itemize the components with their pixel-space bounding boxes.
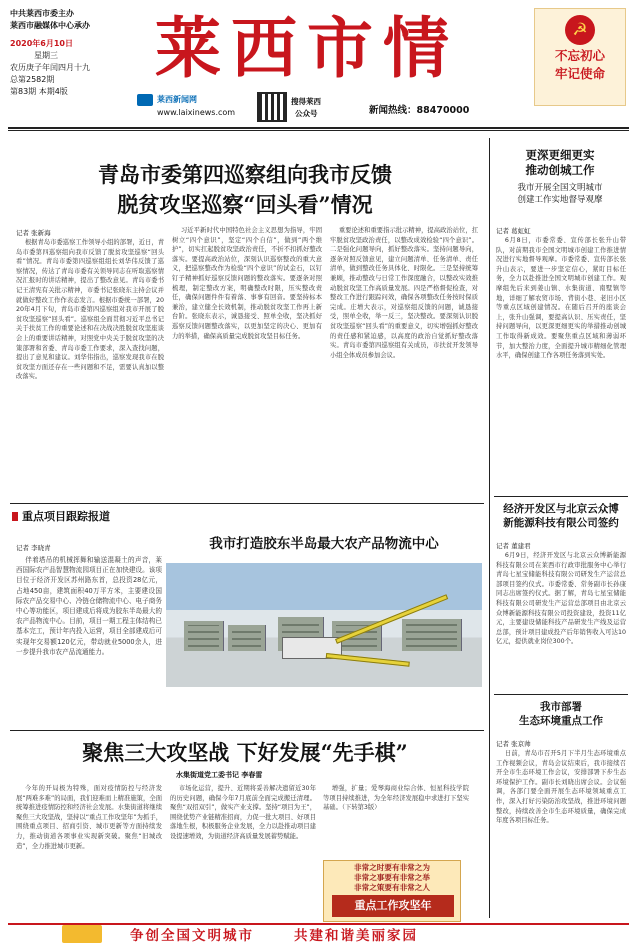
footer-slogan-right: 共建和谐美丽家园 xyxy=(294,928,418,944)
feature-column-3: 增强，扩量；爱琴海商业综合体、恒星科技学院等项目持续推进，为全年经济发展稳中求进打下坚实基础。（下转第3版） xyxy=(323,785,469,812)
lead-reporter: 记者 张新海 xyxy=(16,229,51,237)
footer-banner xyxy=(8,923,629,943)
photo-building xyxy=(184,621,224,651)
lunar-date: 农历庚子年闰四月十九 xyxy=(10,63,90,72)
photo-building xyxy=(402,619,462,651)
promo-line-2: 非常之事要有非常之举 xyxy=(354,873,430,882)
feature-byline: 水集街道党工委书记 李春雷 xyxy=(176,771,263,779)
news-site-icon xyxy=(137,94,153,106)
right-story-1-title-2: 推动创城工作 xyxy=(525,163,595,177)
logistics-body: 伴着塔吊的机械挥舞和输送混凝土的声音，莱西国际农产品智慧物流园项目正在加快建设。该项目位于经济开发区苏州路东首，总投资28亿元，占地450亩，建筑面积40万平方米，主要建设国际农产品交易中心、冷链仓储物流中心、电子商务中心等功能区，项目建成后将成为胶东半岛最大的农产品物流中心。目前，项目一期工程主体结构已基本完工，预计年内投入运营，项目全部建成后可实现年交易额120亿元，带动就业5000余人，进一步提升我市农产品流通能力。 xyxy=(16,556,162,656)
column-divider xyxy=(489,138,490,918)
logistics-reporter: 记者 李晓青 xyxy=(16,544,51,552)
news-site-name: 莱西新闻网 xyxy=(157,95,197,104)
photo-pump-boom xyxy=(326,653,410,667)
right-story-2-reporter: 记者 董建君 xyxy=(496,542,531,550)
promo-line-1: 非常之时要有非常之为 xyxy=(354,863,430,872)
section-tag xyxy=(12,508,110,524)
right-story-1-reporter: 记者 葛虹虹 xyxy=(496,227,531,235)
right-story-3-reporter: 记者 张京帅 xyxy=(496,740,531,748)
masthead-info xyxy=(10,8,134,98)
promo-box xyxy=(323,860,461,922)
lead-headline-line-1: 青岛市委第四巡察组向我市反馈 xyxy=(98,162,392,187)
right-story-3-body: 日前，青岛市召开5月下半月生态环境重点工作视频会议，青岛会议结束后，我市接续召开全市生态环境工作会议，安排部署下步生态环境保护工作。副市长刘晓出席会议。会议强调，各部门要全面开展生态环境领域重点工作，深入打好污染防治攻坚战，推进环境问题整改，持续改善全市生态环境质量，确保完成年度各项目标任务。 xyxy=(496,750,626,825)
feature-headline[interactable]: 聚焦三大攻坚战 下好发展“先手棋” xyxy=(82,740,408,765)
lead-divider xyxy=(10,503,484,504)
right-story-2-title-2: 新能源科技有限公司签约 xyxy=(503,517,619,529)
qr-code-icon xyxy=(257,92,287,122)
right-story-2-body: 6月9日，经济开发区与北京云众博新能源科技有限公司在莱西市行政审批服务中心举行青岛七星宝储能科技有限公司研发生产运营总部项目签约仪式。市委常委、常务副市长孙康同志出席签约仪式。据了解，青岛七星宝储能科技有限公司研发生产运营总部项目由北京云众博新能源科技有限公司投资建设，投资11亿元，主要建设储能科技产品研发生产线及运营总部，预计项目建成投产后年销售收入可达10亿元，提供就业岗位300个。 xyxy=(496,552,626,646)
weekday: 星期三 xyxy=(34,51,58,60)
masthead-divider xyxy=(8,127,629,129)
promo-banner: 重点工作攻坚年 xyxy=(332,895,454,917)
right-story-2-heading[interactable] xyxy=(494,502,628,530)
party-slogan-box xyxy=(534,8,626,106)
masthead-subbar xyxy=(137,92,527,126)
total-issue: 总第2582期 xyxy=(10,75,55,84)
news-hotline: 新闻热线：88470000 xyxy=(369,105,470,116)
website-link[interactable]: www.laixinews.com xyxy=(157,108,236,117)
issue-number: 第83期 本期4版 xyxy=(10,87,68,96)
party-emblem-icon: ☭ xyxy=(565,15,595,45)
right-divider-1 xyxy=(494,496,628,497)
right-story-3-title-2: 生态环境重点工作 xyxy=(519,715,603,727)
right-story-1-title-1: 更深更细更实 xyxy=(525,148,595,162)
lead-headline[interactable] xyxy=(10,160,480,220)
qr-label-2: 公众号 xyxy=(295,109,318,118)
right-story-1-subtitle-2: 创建工作实地督导观摩 xyxy=(517,195,603,205)
photo-building xyxy=(228,625,266,651)
lead-column-1: 根据青岛市委巡察工作领导小组的部署，近日，青岛市委第四巡察组向我市反馈了脱贫攻坚巡察“回头看”情况。青岛市委第四巡察组组长刘华伟反馈了巡察情况，传达了青岛市委有关领导同志在听取巡察情况汇报时的讲话精神，提出了整改意见。青岛市委书记王清宪有关批示精神，市委书记张晓东主持会议并就做好整改工作作表态发言。根据市委统一部署，2020年4月下旬，青岛市委第四巡察组对我市开展了脱贫攻坚巡察“回头看”。巡察组全面贯彻习近平总书记关于扶贫工作的重要论述和在决战决胜脱贫攻坚座谈会上的重要讲话精神，对照党中央关于脱贫攻坚的决策部署和省委、青岛市委工作要求，深入查找问题，提出了意见和建议。刘华伟指出，巡察发现我市在脱贫攻坚方面还存在一些问题和不足，需要认真加以整改落实。 xyxy=(16,239,164,381)
logistics-headline[interactable]: 我市打造胶东半岛最大农产品物流中心 xyxy=(209,536,439,552)
lead-column-3: 重要论述和重要指示批示精神，提高政治站位，扛牢脱贫攻坚政治责任，以整改成效检验“四个意识”。二是强化问题导向，抓好整改落实。坚持问题导向，逐条对照反馈意见，建立问题清单、任务清单、责任清单，做到整改任务具体化、时限化。三是坚持统筹兼顾，推动整改与日常工作深度融合，以整改实效推动脱贫攻坚工作高质量发展。四是严格督促检查，对整改工作进行跟踪问效，确保各项整改任务按时保质完成。庄增大表示，对巡察组反馈的问题，诚恳接受，照单全收，举一反三，坚决整改。要深刻认识脱贫攻坚巡察“回头看”的重要意义，切实增强抓好整改的责任感和紧迫感，以高度的政治自觉抓好整改落实。青岛市委第四巡察组有关成员，市扶贫开发领导小组全体成员参加会议。 xyxy=(330,227,478,359)
right-story-1-heading[interactable] xyxy=(494,148,626,206)
feature-column-1: 今年的开局极为特殊，面对疫情防控与经济发展“两难多难”的局面，我们迎难而上精准施策，全面统筹推进疫情防控和经济社会发展。水集街道将继续聚焦三大攻坚战，坚持以“重点工作攻坚年”为抓手，围绕重点项目、招商引资、城市更新等方面持续发力，推动街道各项事业实现新突破。聚焦“旧城改造”，全力推进城市更新。 xyxy=(16,785,162,850)
slogan-line-2: 牢记使命 xyxy=(554,66,605,81)
issue-date: 2020年6月10日 xyxy=(10,39,73,48)
right-story-3-title-1: 我市部署 xyxy=(540,701,582,713)
org-line-2: 莱西市融媒体中心承办 xyxy=(10,21,90,30)
right-story-3-heading[interactable] xyxy=(494,700,628,728)
slogan-line-1: 不忘初心 xyxy=(554,48,605,63)
logistics-divider xyxy=(10,730,484,731)
right-divider-2 xyxy=(494,694,628,695)
promo-line-3: 非常之策要有非常之人 xyxy=(354,883,430,892)
footer-slogan-left: 争创全国文明城市 xyxy=(130,928,254,944)
right-story-2-title-1: 经济开发区与北京云众博 xyxy=(503,503,619,515)
right-story-1-body: 6月8日，市委常委、宣传部长张升山带队，对前期我市全国文明城市创建工作推进情况进行实地督导观摩。市委常委、宣传部长张升山表示，要进一步坚定信心，紧盯目标任务，全力以赴推进全国文明城市创建工作。观摩组先后来到姜山镇、水集街道、南墅镇等地，详细了解农贸市场、背街小巷、老旧小区等重点区域创建情况。在随后召开的座谈会上，张升山强调，要提高认识、压实责任，坚持问题导向，以更深更细更实的举措推动创城工作取得新成效。要聚焦重点区域和薄弱环节，加大整治力度，全面提升城市精细化管理水平，确保创建工作各项任务落到实处。 xyxy=(496,237,626,360)
construction-site-photo xyxy=(166,563,482,687)
right-story-1-subtitle-1: 我市开展全国文明城市 xyxy=(517,183,603,193)
qr-label-1: 搜得莱西 xyxy=(291,97,321,106)
org-line-1: 中共莱西市委主办 xyxy=(10,9,74,18)
feature-column-2: 市场化运营，提升、近期将妥善解决遗留近30年的历史问题，确保今年7月底前全面完成搬迁清理。聚焦“双招双引”，做实产业支撑。坚持“项目为王”，围绕优势产业链精准招商，力促一批大项目、好项目落地生根，积极服务企业发展，全力以赴推动项目建设提速增效，为街道经济高质量发展蓄势赋能。 xyxy=(170,785,316,840)
lead-column-2: 习近平新时代中国特色社会主义思想为指导，牢固树立“四个意识”，坚定“四个自信”，做到“两个维护”，切实扛起脱贫攻坚政治责任，不折不扣抓好整改落实。要提高政治站位，深刻认识巡察整改的重大意义，把巡察整改作为检验“四个意识”的试金石，以钉钉子精神抓好巡察反馈问题的整改落实。要逐条对照梳理，制定整改方案，明确整改时限，压实整改责任，确保问题件件有着落、事事有回音。要坚持标本兼治，建立健全长效机制，推动脱贫攻坚工作再上新台阶。张晓东表示，诚恳接受、照单全收，坚决抓好巡察反馈问题整改落实，以更加坚定的决心、更加有力的举措，确保高质量完成脱贫攻坚目标任务。 xyxy=(172,227,322,340)
lead-headline-line-2: 脱贫攻坚巡察“回头看”情况 xyxy=(117,192,373,217)
civilization-logo-icon xyxy=(62,925,102,943)
masthead-divider-thin xyxy=(8,130,629,131)
section-marker-icon xyxy=(12,512,18,521)
section-tag-label: 重点项目跟踪报道 xyxy=(22,510,110,523)
newspaper-logo: 莱西市情 xyxy=(155,9,459,87)
